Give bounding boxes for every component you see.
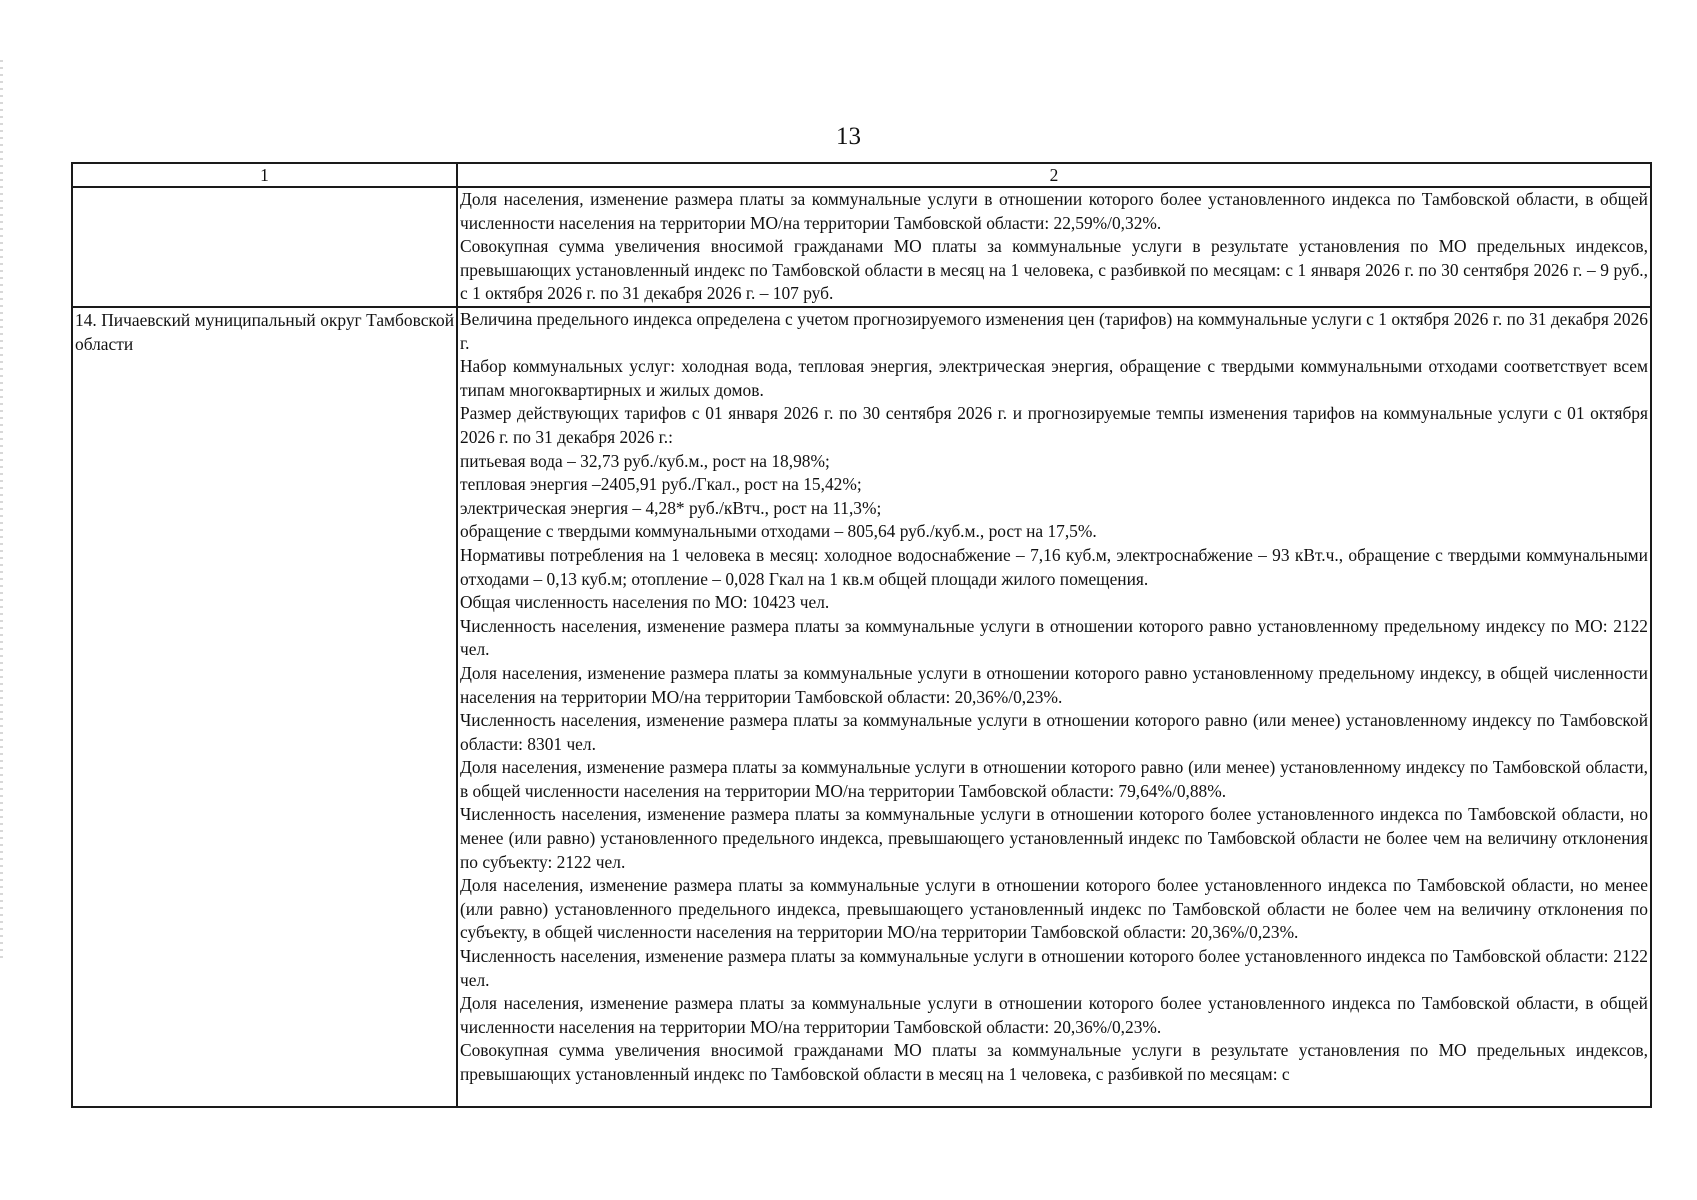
description-cell [457,187,1651,307]
municipality-cell-empty [72,187,457,307]
paragraph: Набор коммунальных услуг: холодная вода, тепловая энергия, электрическая энергия, обращение с твердыми коммунальными отходами соответствует всем типам многоквартирных и жилых домов. [460,356,1648,400]
paragraph: Совокупная сумма увеличения вносимой гражданами МО платы за коммунальные услуги в результате установления по МО предельных индексов, превышающих установленный индекс по Тамбовской области в месяц на 1 человека, с разбивкой по месяцам: с 1 января 2026 г. по 30 сентября 2026 г. – 9 руб., с 1 октября 2026 г. по 31 декабря 2026 г. – 107 руб. [460,236,1648,304]
paragraph: Численность населения, изменение размера платы за коммунальные услуги в отношении которого равно (или менее) установленному индексу по Тамбовской области: 8301 чел. [460,710,1648,754]
column-number-2: 2 [457,163,1651,187]
paragraph: Доля населения, изменение размера платы за коммунальные услуги в отношении которого более установленного индекса по Тамбовской области, в общей численности населения на территории МО/на территории Тамбовской области: 22,59%/0,32%. [460,189,1648,233]
paragraph: Доля населения, изменение размера платы за коммунальные услуги в отношении которого более установленного индекса по Тамбовской области, в общей численности населения на территории МО/на территории Тамбовской области: 20,36%/0,23%. [460,993,1648,1037]
paragraph: Размер действующих тарифов с 01 января 2026 г. по 30 сентября 2026 г. и прогнозируемые темпы изменения тарифов на коммунальные услуги с 01 октября 2026 г. по 31 декабря 2026 г.: [460,403,1648,447]
paragraph: Доля населения, изменение размера платы за коммунальные услуги в отношении которого равно (или менее) установленному индексу по Тамбовской области, в общей численности населения на территории МО/на территории Тамбовской области: 79,64%/0,88%. [460,757,1648,801]
table-row-municipality-14 [72,307,1651,1107]
description-cell [457,307,1651,1107]
paragraph: Численность населения, изменение размера платы за коммунальные услуги в отношении которого более установленного индекса по Тамбовской области: 2122 чел. [460,946,1648,990]
paragraph: Нормативы потребления на 1 человека в месяц: холодное водоснабжение – 7,16 куб.м, электроснабжение – 93 кВт.ч., обращение с твердыми коммунальными отходами – 0,13 куб.м; отопление – 0,028 Гкал на 1 кв.м общей площади жилого помещения. [460,544,1648,589]
column-number-1: 1 [72,163,457,187]
paragraph: Общая численность населения по МО: 10423 чел. [460,592,830,613]
paragraph: Численность населения, изменение размера платы за коммунальные услуги в отношении которого более установленного индекса по Тамбовской области, но менее (или равно) установленного предельного индекса, превышающего установленный индекс по Тамбовской области не более чем на величину отклонения по субъекту: 2122 чел. [460,804,1648,872]
paragraph: Доля населения, изменение размера платы за коммунальные услуги в отношении которого равно установленному предельному индексу, в общей численности населения на территории МО/на территории Тамбовской области: 20,36%/0,23%. [460,662,1648,707]
tariff-line: электрическая энергия – 4,28* руб./кВтч., рост на 11,3%; [460,497,882,518]
scan-edge-artifact [0,60,3,960]
table-header-row [72,163,1651,187]
tariff-line: тепловая энергия –2405,91 руб./Гкал., рост на 15,42%; [460,474,862,495]
tariff-line: питьевая вода – 32,73 руб./куб.м., рост на 18,98%; [460,450,830,471]
paragraph: Совокупная сумма увеличения вносимой гражданами МО платы за коммунальные услуги в результате установления по МО предельных индексов, превышающих установленный индекс по Тамбовской области в месяц на 1 человека, с разбивкой по месяцам: с [460,1040,1648,1084]
paragraph: Величина предельного индекса определена с учетом прогнозируемого изменения цен (тарифов) на коммунальные услуги с 1 октября 2026 г. по 31 декабря 2026 г. [460,309,1648,353]
document-table [71,162,1652,1108]
municipality-cell [72,307,457,1107]
paragraph: Численность населения, изменение размера платы за коммунальные услуги в отношении которого равно установленному предельному индексу по МО: 2122 чел. [460,615,1648,660]
page-number: 13 [836,123,861,150]
table-row-continuation [72,187,1651,307]
tariff-line: обращение с твердыми коммунальными отходами – 805,64 руб./куб.м., рост на 17,5%. [460,521,1097,542]
municipality-name: 14. Пичаевский муниципальный округ Тамбовской области [75,310,454,354]
paragraph: Доля населения, изменение размера платы за коммунальные услуги в отношении которого более установленного индекса по Тамбовской области, но менее (или равно) установленного предельного индекса, превышающего установленный индекс по Тамбовской области не более чем на величину отклонения по субъекту, в общей численности населения на территории МО/на территории Тамбовской области: 20,36%/0,23%. [460,875,1648,943]
